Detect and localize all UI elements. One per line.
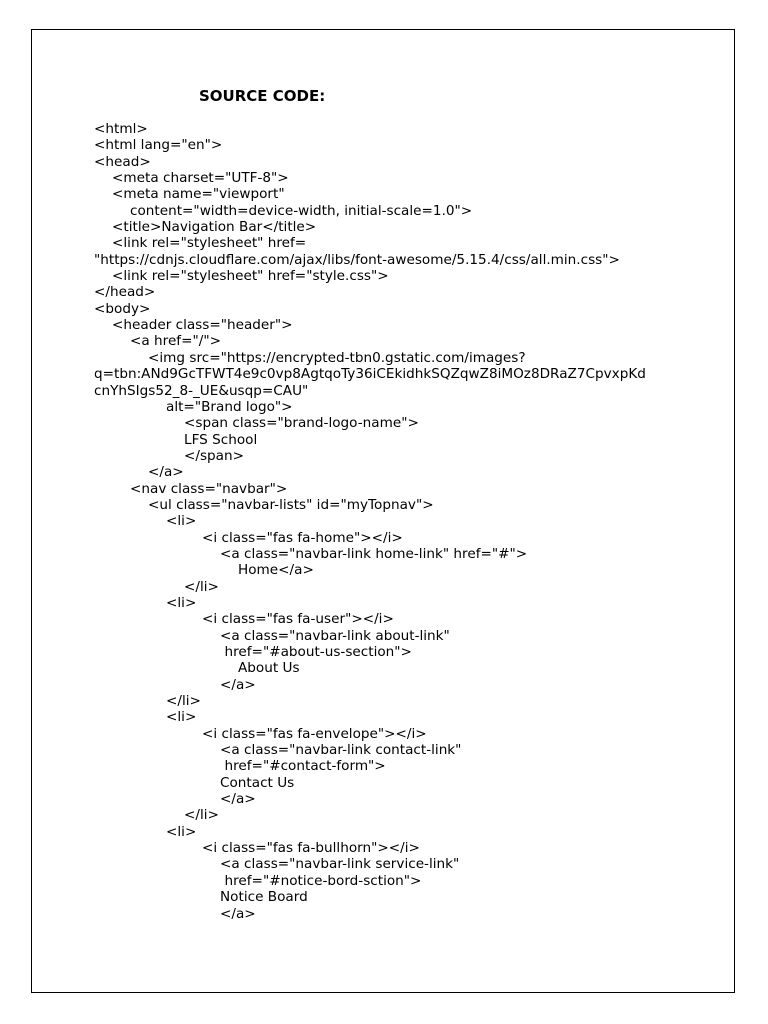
code-line: <html lang="en"> [94, 137, 223, 154]
code-line: <nav class="navbar"> [130, 480, 288, 497]
code-line: LFS School [184, 431, 258, 448]
code-line: <i class="fas fa-home"></i> [202, 529, 403, 546]
code-line: </li> [184, 807, 219, 824]
code-line: href="#about-us-section"> [224, 644, 412, 660]
code-line: About Us [238, 660, 300, 677]
code-line: <meta name="viewport" [112, 186, 285, 203]
code-line: <a class="navbar-link home-link" href="#"> [220, 545, 528, 562]
code-line: cnYhSIgs52_8-_UE&usqp=CAU" [94, 382, 309, 399]
code-line: <html> [94, 121, 148, 137]
code-line: content="width=device-width, initial-scale=1.0"> [130, 202, 473, 219]
code-line: <a class="navbar-link about-link" [220, 627, 450, 644]
document-heading: SOURCE CODE: [199, 87, 326, 105]
code-line: </li> [184, 578, 219, 595]
code-line: href="#contact-form"> [224, 758, 386, 775]
code-line: alt="Brand logo"> [166, 398, 293, 415]
code-line: <body> [94, 300, 151, 317]
code-line: <title>Navigation Bar</title> [112, 219, 317, 236]
code-line: <link rel="stylesheet" href= [112, 235, 307, 252]
code-line: Contact Us [220, 774, 295, 791]
code-line: href="#notice-bord-sction"> [224, 872, 422, 889]
code-line: <i class="fas fa-user"></i> [202, 611, 394, 628]
code-line: <li> [166, 513, 197, 530]
code-line: <li> [166, 709, 197, 726]
code-line: <ul class="navbar-lists" id="myTopnav"> [148, 496, 434, 513]
code-line: "https://cdnjs.cloudflare.com/ajax/libs/font-awesome/5.15.4/css/all.min.css"> [94, 251, 620, 268]
code-line: <li> [166, 594, 197, 611]
code-line: <span class="brand-logo-name"> [184, 415, 419, 432]
code-line: Notice Board [220, 889, 308, 906]
code-line: Home</a> [238, 562, 314, 579]
code-line: </a> [220, 791, 256, 808]
code-line: </a> [148, 464, 184, 481]
code-line: q=tbn:ANd9GcTFWT4e9c0vp8AgtqoTy36iCEkidhkSQZqwZ8iMOz8DRaZ7CpvxpKd [94, 366, 646, 383]
code-line: </li> [166, 693, 201, 710]
code-line: <header class="header"> [112, 317, 293, 334]
code-line: <a class="navbar-link service-link" [220, 856, 460, 873]
code-line: </a> [220, 676, 256, 693]
code-line: <i class="fas fa-bullhorn"></i> [202, 840, 420, 857]
code-line: </span> [184, 447, 245, 464]
code-line: <i class="fas fa-envelope"></i> [202, 725, 427, 742]
source-code-block [94, 121, 646, 922]
code-line: <a href="/"> [130, 333, 221, 350]
code-line: <a class="navbar-link contact-link" [220, 742, 462, 759]
code-line: </head> [94, 284, 156, 301]
code-line: <meta charset="UTF-8"> [112, 170, 289, 187]
code-line: <head> [94, 153, 151, 170]
code-line: </a> [220, 905, 256, 922]
code-line: <li> [166, 823, 197, 840]
code-line: <link rel="stylesheet" href="style.css"> [112, 268, 389, 285]
code-line: <img src="https://encrypted-tbn0.gstatic.com/images? [148, 349, 526, 366]
